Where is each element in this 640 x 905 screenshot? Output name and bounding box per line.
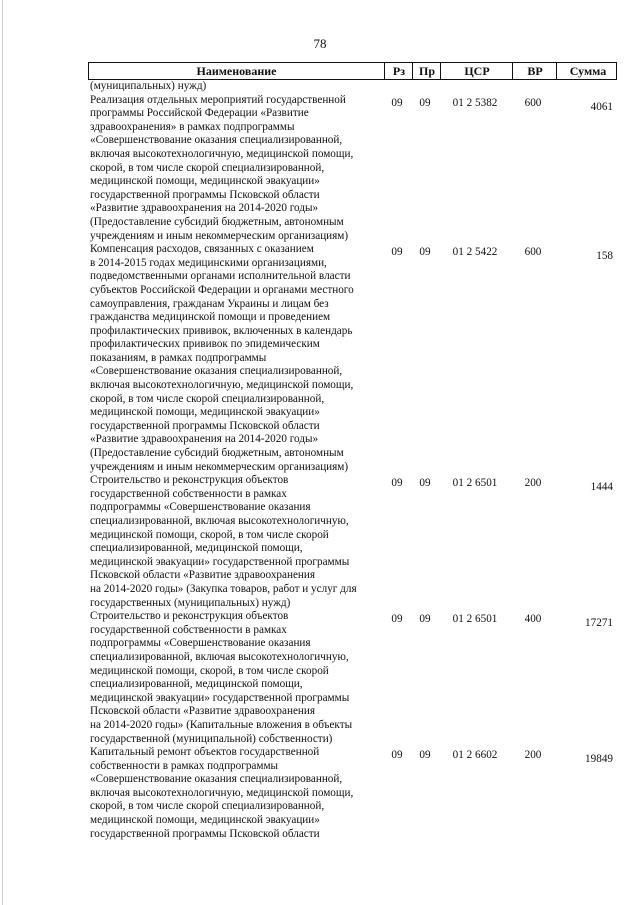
row-sum: 1444	[590, 481, 613, 494]
header-name: Наименование	[196, 64, 277, 78]
row-sum: 19849	[585, 753, 613, 766]
row-pr: 09	[419, 613, 431, 626]
row-name: Реализация отдельных мероприятий государственной программы Российской Федерации «Развитие здравоохранения» в рамках подпрограммы «Совершенствование оказания специализированной, включая высокотехнологичную, медицинской помощи, скорой, в том числе скорой специализированной, медицинской помощи, медицинской эвакуации» государственной программы Псковской области «Развитие здравоохранения на 2014-2020 годы» (Предоставление субсидий бюджетным, автономным учреждениям и иным некоммерческим организациям)	[90, 93, 354, 242]
row-rz: 09	[391, 613, 403, 626]
table-row	[88, 94, 617, 244]
row-rz: 09	[391, 96, 403, 109]
row-vr: 200	[524, 477, 542, 490]
table-row	[88, 243, 617, 474]
row-pr: 09	[419, 96, 431, 109]
row-sum: 4061	[590, 100, 613, 113]
row-rz: 09	[391, 749, 403, 762]
table-row	[88, 746, 617, 841]
row-csr: 01 2 6501	[452, 477, 498, 490]
header-pr: Пр	[412, 63, 441, 79]
continuation-text: (муниципальных) нужд)	[90, 80, 207, 92]
row-name: Капитальный ремонт объектов государственной собственности в рамках подпрограммы «Совершенствование оказания специализированной, включая высокотехнологичную, медицинской помощи, скорой, в том числе скорой специализированной, медицинской помощи, медицинской эвакуации» государственной программы Псковской области	[90, 746, 354, 840]
scan-edge-line	[2, 0, 3, 905]
budget-table	[88, 62, 617, 841]
row-sum: 158	[596, 250, 613, 263]
row-sum: 17271	[585, 617, 613, 630]
table-header	[88, 62, 617, 80]
row-pr: 09	[419, 749, 431, 762]
header-rz: Рз	[384, 63, 413, 79]
row-csr: 01 2 5382	[452, 96, 498, 109]
row-pr: 09	[419, 477, 431, 490]
row-name: Компенсация расходов, связанных с оказанием в 2014-2015 годах медицинскими организациями, подведомственными органами исполнительной власти субъектов Российской Федерации и органами местного самоуправления, гражданам Украины и лицам без гражданства медицинской помощи и проведением профилактических прививок, включенных в календарь профилактических прививок по эпидемическим показаниям, в рамках подпрограммы «Совершенствование оказания специализированной, включая высокотехнологичную, медицинской помощи, скорой, в том числе скорой специализированной, медицинской помощи, медицинской эвакуации» государственной программы Псковской области «Развитие здравоохранения на 2014-2020 годы» (Предоставление субсидий бюджетным, автономным учреждениям и иным некоммерческим организациям)	[90, 243, 354, 473]
row-vr: 200	[524, 749, 542, 762]
table-row	[88, 474, 617, 610]
row-name: Строительство и реконструкция объектов государственной собственности в рамках подпрограммы «Совершенствование оказания специализированной, включая высокотехнологичную, медицинской помощи, скорой, в том числе скорой специализированной, медицинской помощи, медицинской эвакуации» государственной программы Псковской области «Развитие здравоохранения на 2014-2020 годы» (Капитальные вложения в объекты государственной (муниципальной) собственности)	[90, 610, 353, 745]
row-csr: 01 2 6602	[452, 749, 498, 762]
row-vr: 600	[524, 96, 542, 109]
header-csr: ЦСР	[440, 63, 513, 79]
row-rz: 09	[391, 477, 403, 490]
row-csr: 01 2 5422	[452, 246, 498, 259]
header-vr: ВР	[512, 63, 557, 79]
row-vr: 600	[524, 246, 542, 259]
page-number: 78	[313, 36, 327, 51]
row-name: Строительство и реконструкция объектов государственной собственности в рамках подпрограммы «Совершенствование оказания специализированной, включая высокотехнологичную, медицинской помощи, скорой, в том числе скорой специализированной, медицинской помощи, медицинской эвакуации» государственной программы Псковской области «Развитие здравоохранения на 2014-2020 годы» (Закупка товаров, работ и услуг для государственных (муниципальных) нужд)	[90, 474, 357, 609]
row-rz: 09	[391, 246, 403, 259]
row-pr: 09	[419, 246, 431, 259]
header-sum: Сумма	[556, 63, 619, 79]
table-row	[88, 610, 617, 746]
row-csr: 01 2 6501	[452, 613, 498, 626]
row-vr: 400	[524, 613, 542, 626]
